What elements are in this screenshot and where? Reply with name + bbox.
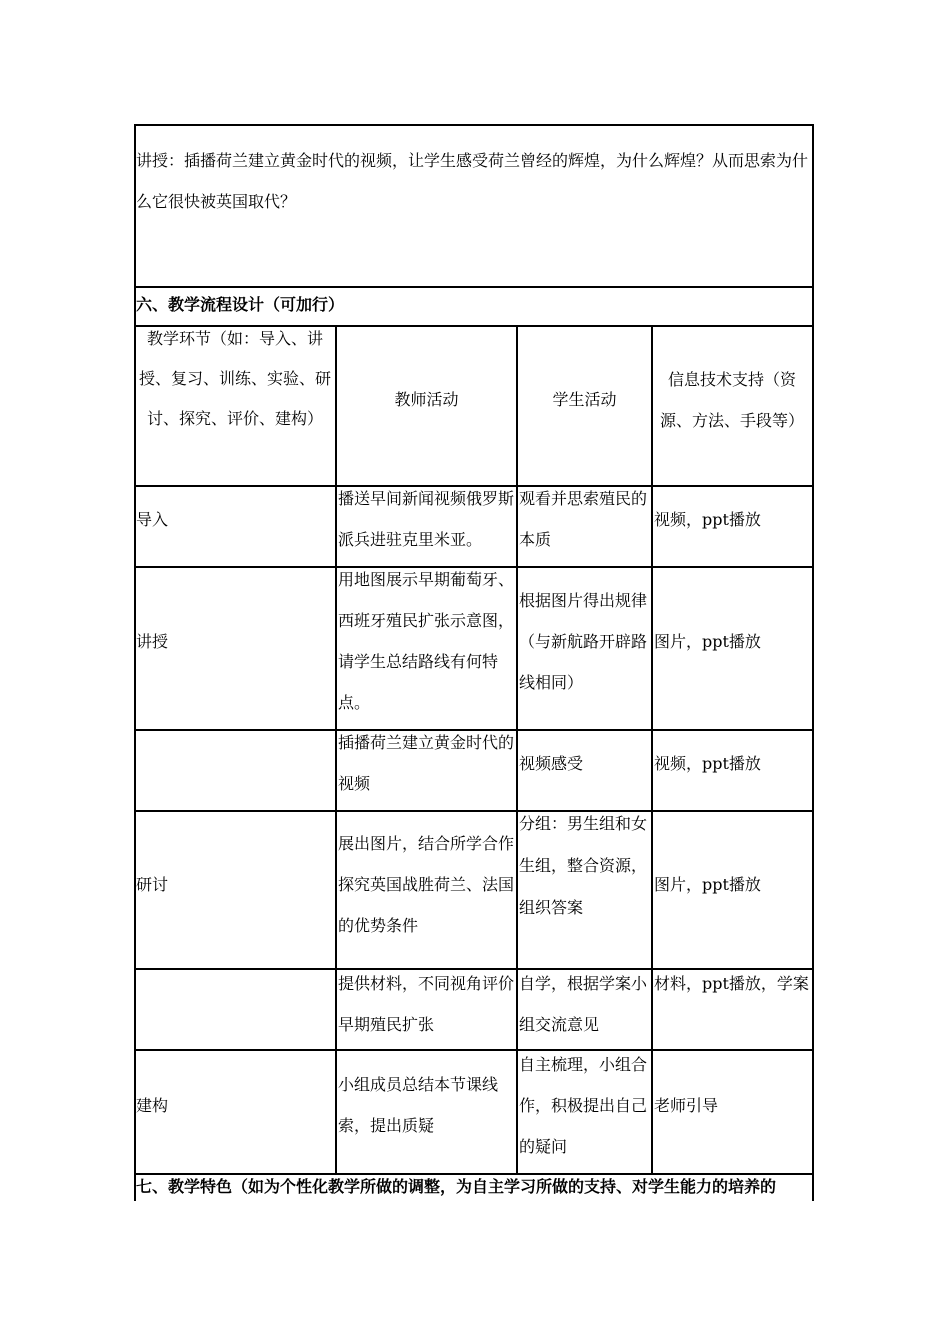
section6-title: 六、教学流程设计（可加行）	[136, 295, 345, 314]
table-row-tech: 图片，ppt播放	[654, 875, 761, 894]
table-row-student: 观看并思索殖民的本质	[519, 489, 648, 549]
table-row-tech: 老师引导	[654, 1096, 719, 1115]
table-row-teacher: 展出图片，结合所学合作探究英国战胜荷兰、法国的优势条件	[338, 834, 515, 935]
table-row-tech: 视频，ppt播放	[654, 510, 761, 529]
section7-title: 七、教学特色（如为个性化教学所做的调整，为自主学习所做的支持、对学生能力的培养的	[136, 1177, 777, 1196]
header-student: 学生活动	[552, 390, 617, 409]
divider	[134, 810, 814, 812]
header-stage: 教学环节（如：导入、讲授、复习、训练、实验、研讨、探究、评价、建构）	[138, 329, 331, 428]
table-row-student: 根据图片得出规律（与新航路开辟路线相同）	[519, 591, 648, 692]
table-row-tech: 图片，ppt播放	[654, 632, 761, 651]
table-row-tech: 材料，ppt播放，学案	[654, 974, 809, 993]
table-row-stage: 讲授	[136, 632, 169, 651]
header-teacher: 教师活动	[394, 390, 459, 409]
table-row-student: 自学，根据学案小组交流意见	[519, 974, 648, 1034]
table-row-stage: 导入	[136, 510, 169, 529]
table-row-teacher: 小组成员总结本节课线索，提出质疑	[338, 1075, 499, 1135]
table-row-teacher: 插播荷兰建立黄金时代的视频	[338, 733, 515, 793]
column-divider	[335, 325, 337, 1174]
table-row-teacher: 提供材料，不同视角评价早期殖民扩张	[338, 974, 515, 1034]
table-row-student: 自主梳理，小组合作，积极提出自己的疑问	[519, 1055, 648, 1156]
intro-paragraph: 讲授：插播荷兰建立黄金时代的视频，让学生感受荷兰曾经的辉煌，为什么辉煌？从而思索为什么它很快被英国取代？	[136, 151, 809, 211]
table-row-teacher: 播送早间新闻视频俄罗斯派兵进驻克里米亚。	[338, 489, 515, 549]
table-row-stage: 建构	[136, 1096, 169, 1115]
column-divider	[516, 325, 518, 1174]
divider	[134, 1049, 814, 1051]
table-row-tech: 视频，ppt播放	[654, 754, 761, 773]
table-row-teacher: 用地图展示早期葡萄牙、西班牙殖民扩张示意图，请学生总结路线有何特点。	[338, 570, 515, 712]
table-row-stage: 研讨	[136, 875, 169, 894]
table-row-student: 分组：男生组和女生组，整合资源，组织答案	[519, 814, 648, 917]
column-divider	[651, 325, 653, 1174]
table-row-student: 视频感受	[519, 754, 584, 773]
header-tech: 信息技术支持（资源、方法、手段等）	[659, 370, 804, 430]
